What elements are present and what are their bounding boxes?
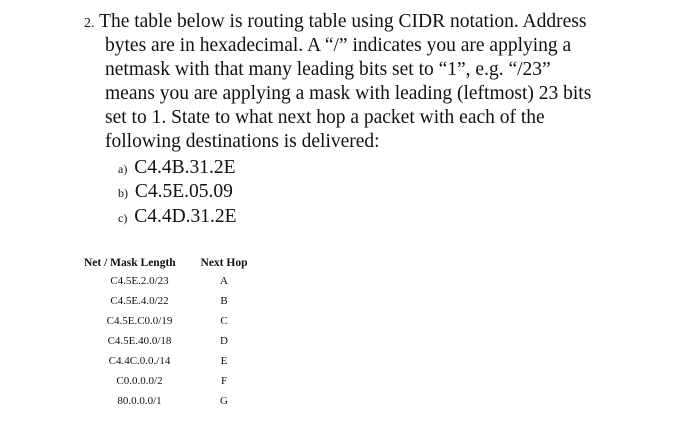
sub-question-c — [118, 205, 237, 230]
next-hop-header: Next Hop — [200, 257, 248, 269]
table-row — [84, 394, 253, 414]
next-hop-cell: E — [220, 355, 228, 367]
table-row — [84, 354, 253, 374]
net-mask-cell: C4.5E.C0.0/19 — [106, 315, 173, 327]
sub-question-letter: b) — [118, 186, 128, 200]
net-mask-cell: 80.0.0.0/1 — [117, 395, 162, 407]
table-row — [84, 374, 253, 394]
next-hop-cell: G — [220, 395, 228, 407]
table-row — [84, 334, 253, 354]
question-text-line: means you are applying a mask with leading (leftmost) 23 bits — [105, 83, 592, 104]
net-mask-cell: C4.5E.40.0/18 — [107, 335, 172, 347]
next-hop-cell: F — [220, 375, 228, 387]
question-text-line: The table below is routing table using CIDR notation. Address — [99, 11, 587, 32]
next-hop-cell: B — [220, 295, 228, 307]
cut-off-text-fragment — [100, 432, 620, 447]
destination-address: C4.4D.31.2E — [134, 206, 237, 227]
sub-question-a — [118, 156, 236, 181]
sub-question-b — [118, 180, 233, 205]
net-mask-cell: C4.5E.2.0/23 — [110, 275, 169, 287]
routing-table-header-row — [84, 256, 253, 274]
net-mask-header: Net / Mask Length — [84, 257, 176, 269]
net-mask-cell: C4.4C.0.0./14 — [108, 355, 171, 367]
table-row — [84, 294, 253, 314]
routing-table — [84, 256, 253, 414]
table-row — [84, 314, 253, 334]
question-text-line: netmask with that many leading bits set to “1”, e.g. “/23” — [105, 59, 551, 80]
table-row — [84, 274, 253, 294]
question-text-line: set to 1. State to what next hop a packet with each of the — [105, 107, 545, 128]
net-mask-cell: C4.5E.4.0/22 — [110, 295, 169, 307]
question-number: 2. — [84, 16, 95, 31]
destination-address: C4.5E.05.09 — [134, 181, 233, 202]
next-hop-cell: D — [220, 335, 228, 347]
next-hop-cell: A — [220, 275, 228, 287]
question-line-1 — [84, 10, 586, 36]
next-hop-cell: C — [220, 315, 228, 327]
net-mask-cell: C0.0.0.0/2 — [116, 375, 163, 387]
question-text-line: bytes are in hexadecimal. A “/” indicates you are applying a — [105, 35, 572, 56]
question-text-line: following destinations is delivered: — [105, 131, 380, 152]
sub-question-letter: a) — [118, 162, 128, 176]
sub-question-letter: c) — [118, 211, 128, 225]
destination-address: C4.4B.31.2E — [134, 157, 236, 178]
